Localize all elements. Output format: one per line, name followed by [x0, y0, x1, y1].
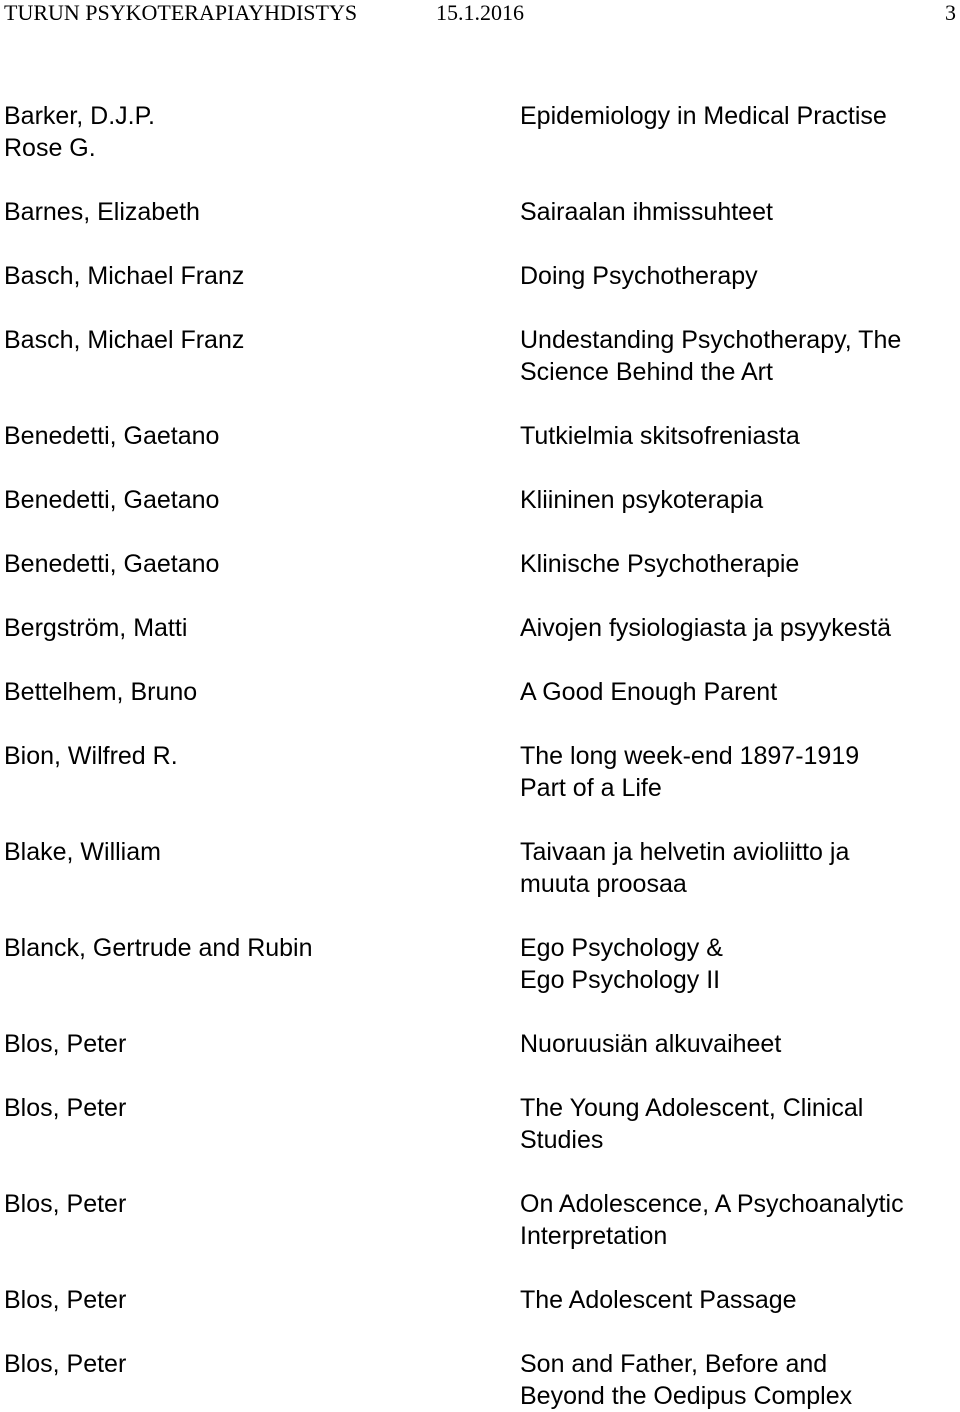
title-line: Part of a Life: [520, 774, 662, 802]
author-line: Blos, Peter: [4, 1094, 127, 1122]
author-line: Barker, D.J.P.: [4, 102, 155, 130]
page-number: 3: [945, 0, 956, 25]
entry-author: [4, 484, 504, 516]
entry-title: [520, 740, 956, 804]
title-line: Sairaalan ihmissuhteet: [520, 198, 773, 226]
entry-title: [520, 676, 956, 708]
author-line: Benedetti, Gaetano: [4, 550, 220, 578]
entry-author: [4, 1188, 504, 1220]
title-line: Interpretation: [520, 1222, 668, 1250]
entry-author: [4, 100, 504, 164]
author-line: Bion, Wilfred R.: [4, 742, 178, 770]
entry-author: [4, 324, 504, 356]
entry-title: [520, 1028, 956, 1060]
entry-title: [520, 196, 956, 228]
author-line: Basch, Michael Franz: [4, 262, 245, 290]
author-line: Bergström, Matti: [4, 614, 188, 642]
entry-title: [520, 932, 956, 996]
entry-title: [520, 100, 956, 132]
title-line: Epidemiology in Medical Practise: [520, 102, 887, 130]
page-header: [4, 0, 956, 28]
title-line: The long week-end 1897-1919: [520, 742, 860, 770]
entry-author: [4, 676, 504, 708]
entry-author: [4, 1028, 504, 1060]
entry-title: [520, 1284, 956, 1316]
entry-author: [4, 740, 504, 772]
entry-title: [520, 836, 956, 900]
entry-title: [520, 1348, 956, 1412]
title-line: The Adolescent Passage: [520, 1286, 797, 1314]
title-line: Kliininen psykoterapia: [520, 486, 764, 514]
author-line: Benedetti, Gaetano: [4, 422, 220, 450]
title-line: Science Behind the Art: [520, 358, 773, 386]
author-line: Blos, Peter: [4, 1190, 127, 1218]
header-date: 15.1.2016: [436, 0, 524, 25]
entry-author: [4, 612, 504, 644]
title-line: Tutkielmia skitsofreniasta: [520, 422, 800, 450]
author-line: Blos, Peter: [4, 1350, 127, 1378]
author-line: Blanck, Gertrude and Rubin: [4, 934, 313, 962]
title-line: On Adolescence, A Psychoanalytic: [520, 1190, 904, 1218]
title-line: muuta proosaa: [520, 870, 687, 898]
title-line: The Young Adolescent, Clinical: [520, 1094, 864, 1122]
title-line: Nuoruusiän alkuvaiheet: [520, 1030, 782, 1058]
title-line: Son and Father, Before and: [520, 1350, 828, 1378]
title-line: Studies: [520, 1126, 604, 1154]
author-line: Basch, Michael Franz: [4, 326, 245, 354]
header-organization: TURUN PSYKOTERAPIAYHDISTYS: [4, 0, 358, 25]
author-line: Rose G.: [4, 134, 96, 162]
author-line: Bettelhem, Bruno: [4, 678, 198, 706]
author-line: Blake, William: [4, 838, 161, 866]
title-line: Beyond the Oedipus Complex: [520, 1382, 853, 1410]
entry-author: [4, 548, 504, 580]
entry-title: [520, 548, 956, 580]
entry-title: [520, 260, 956, 292]
author-line: Blos, Peter: [4, 1030, 127, 1058]
entry-author: [4, 1348, 504, 1380]
entry-author: [4, 196, 504, 228]
entry-title: [520, 1188, 956, 1252]
title-line: Ego Psychology &: [520, 934, 723, 962]
title-line: Ego Psychology II: [520, 966, 721, 994]
entry-title: [520, 420, 956, 452]
title-line: A Good Enough Parent: [520, 678, 778, 706]
title-line: Taivaan ja helvetin avioliitto ja: [520, 838, 850, 866]
entry-author: [4, 260, 504, 292]
author-line: Barnes, Elizabeth: [4, 198, 200, 226]
author-line: Blos, Peter: [4, 1286, 127, 1314]
entry-author: [4, 1284, 504, 1316]
entry-author: [4, 1092, 504, 1124]
title-line: Aivojen fysiologiasta ja psyykestä: [520, 614, 892, 642]
entry-author: [4, 836, 504, 868]
author-line: Benedetti, Gaetano: [4, 486, 220, 514]
entry-title: [520, 324, 956, 388]
entry-author: [4, 420, 504, 452]
entry-title: [520, 612, 956, 644]
title-line: Undestanding Psychotherapy, The: [520, 326, 902, 354]
entry-title: [520, 484, 956, 516]
title-line: Doing Psychotherapy: [520, 262, 758, 290]
entry-author: [4, 932, 504, 964]
title-line: Klinische Psychotherapie: [520, 550, 800, 578]
entry-title: [520, 1092, 956, 1156]
